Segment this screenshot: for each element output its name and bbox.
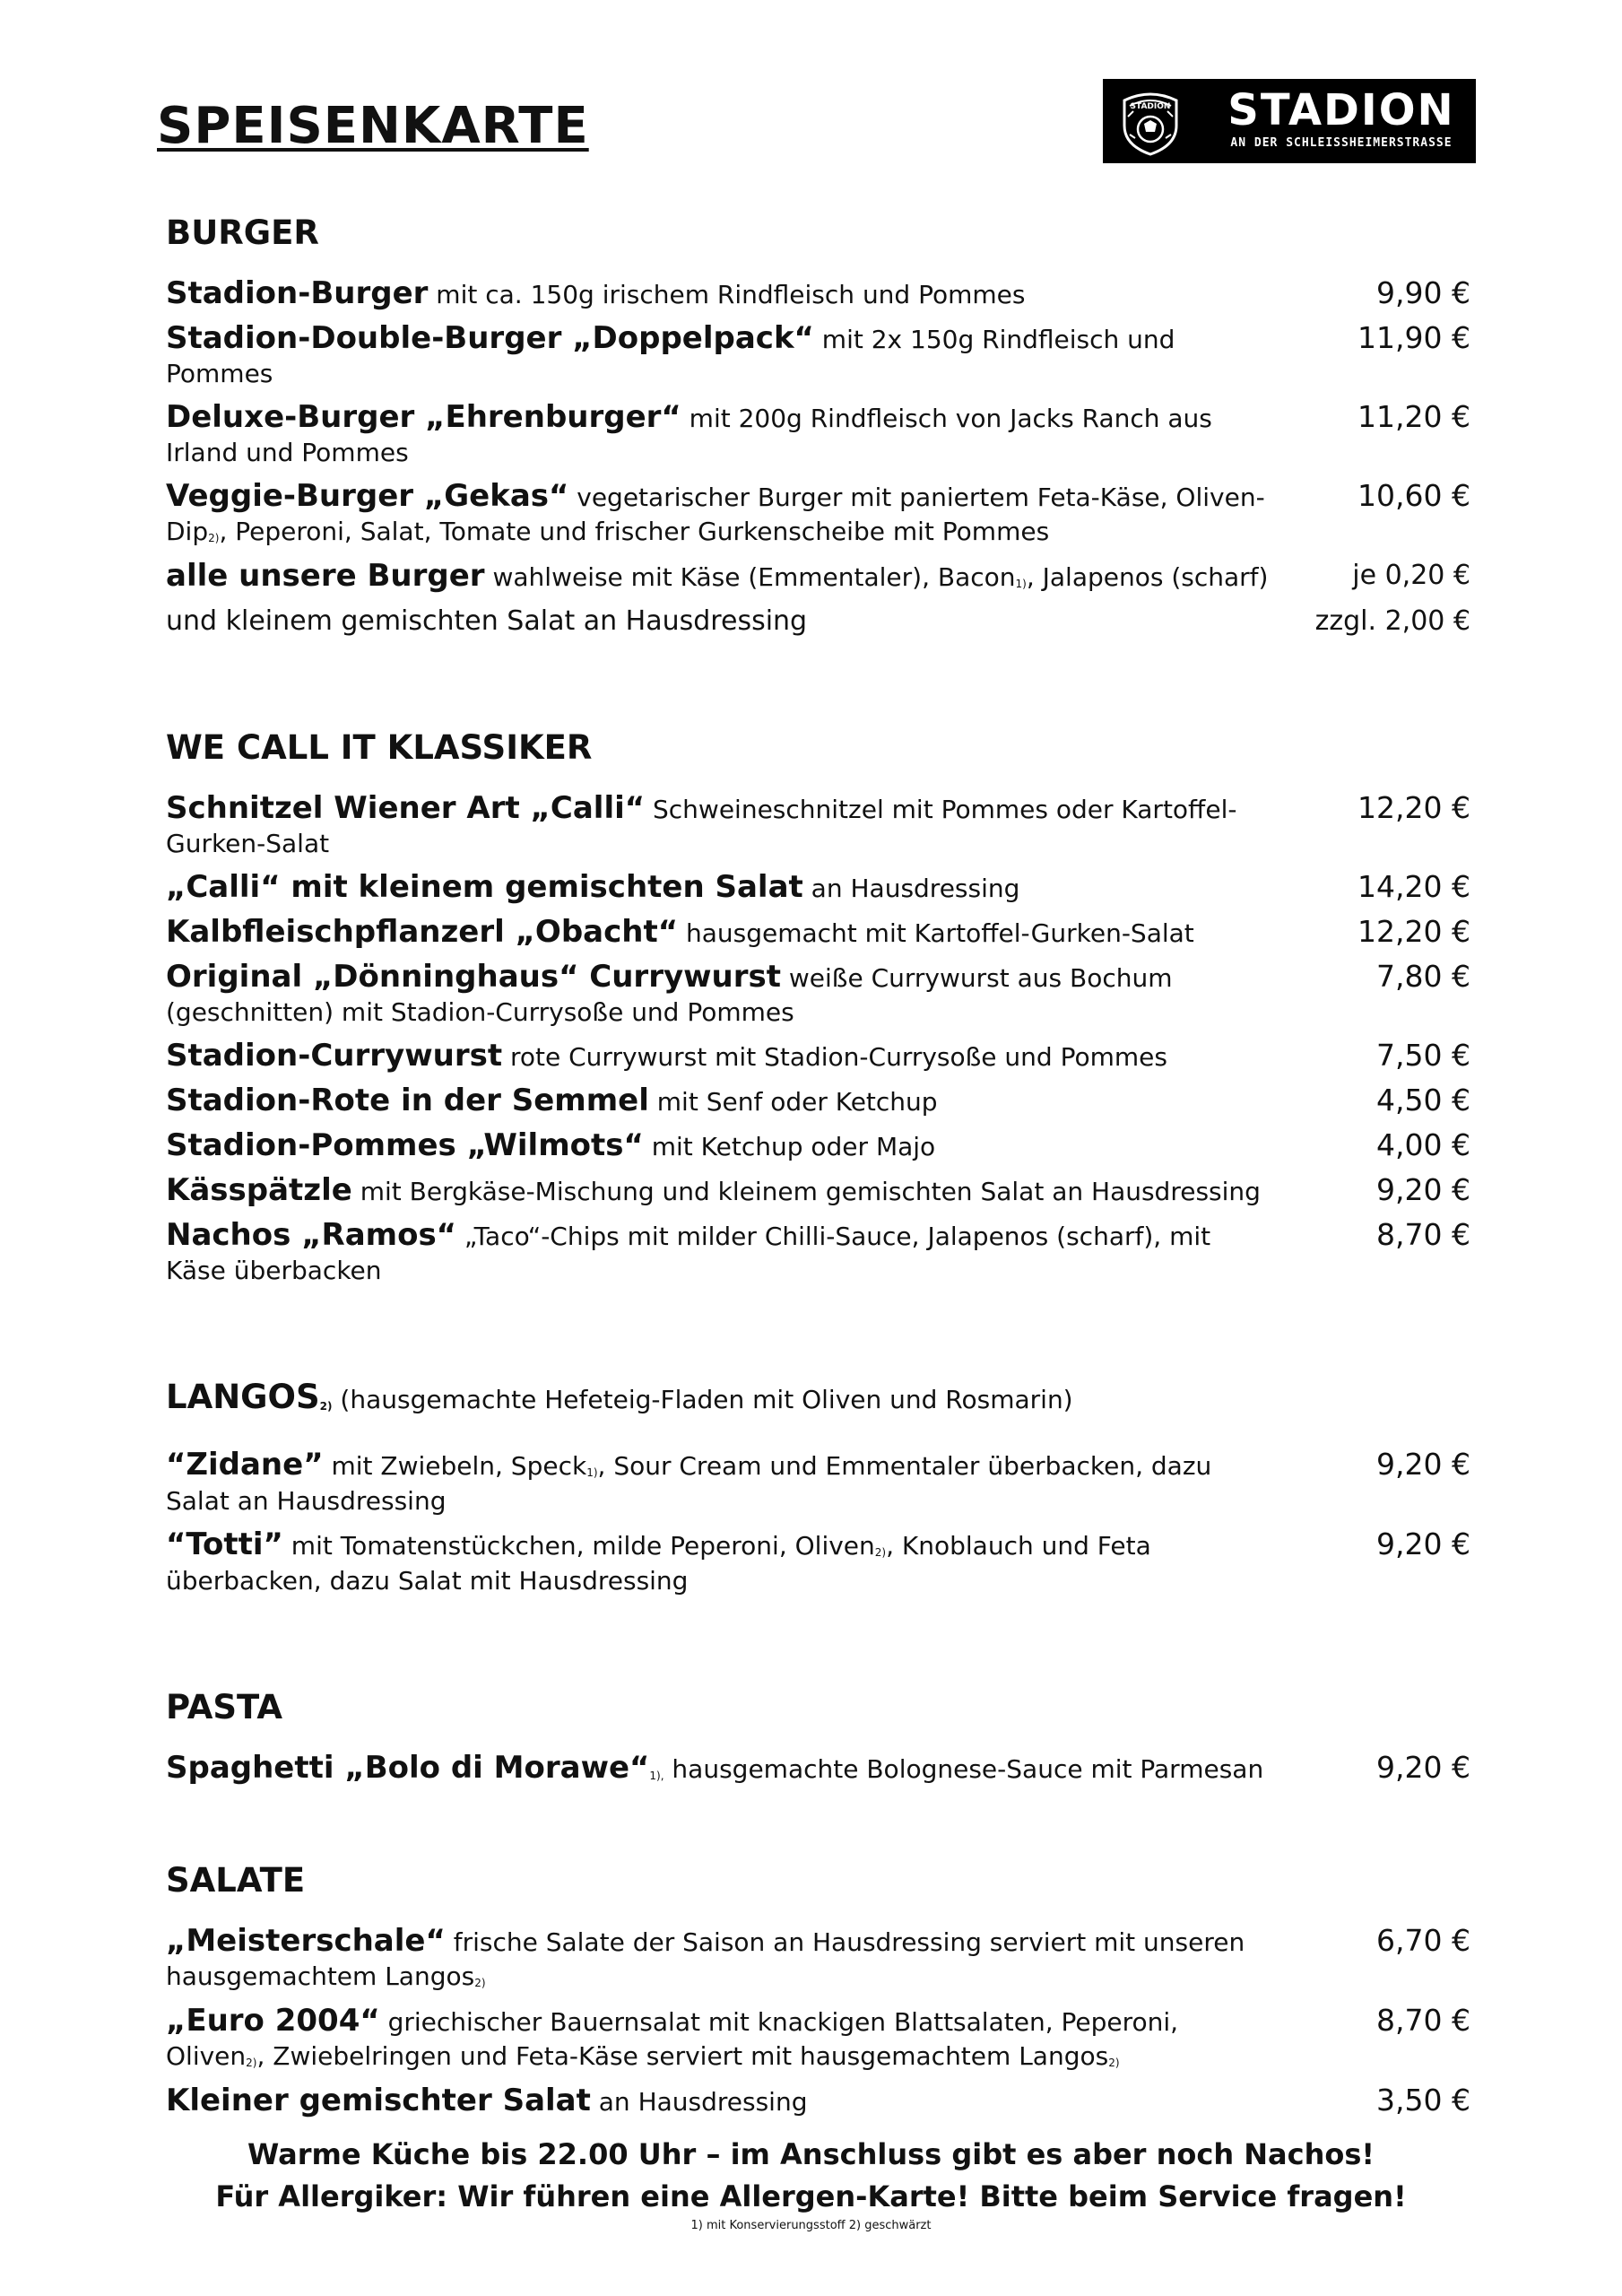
logo-subtitle: AN DER SCHLEISSHEIMERSTRASSE bbox=[1230, 136, 1453, 150]
item-price: 4,50 € bbox=[1376, 1083, 1470, 1118]
page-title: SPEISENKARTE bbox=[157, 97, 589, 155]
item-description: mit Ketchup oder Majo bbox=[643, 1132, 936, 1161]
footer bbox=[0, 2135, 1622, 2233]
item-description: mit Bergkäse-Mischung und kleinem gemischten Salat an Hausdressing bbox=[351, 1177, 1261, 1206]
footnote-marker: 2) bbox=[474, 1977, 486, 1989]
item-name: Stadion-Pommes „Wilmots“ bbox=[166, 1127, 644, 1163]
item-price: 11,20 € bbox=[1357, 399, 1470, 434]
item-description-cont: , Jalapenos (scharf) bbox=[1026, 562, 1269, 592]
item-price: 9,20 € bbox=[1376, 1750, 1470, 1785]
menu-item bbox=[166, 2005, 1475, 2076]
item-price: 9,20 € bbox=[1376, 1447, 1470, 1482]
footnote-marker: 2) bbox=[319, 1400, 333, 1413]
menu-item bbox=[166, 1127, 1475, 1166]
menu-item bbox=[166, 961, 1475, 1031]
item-description: an Hausdressing bbox=[802, 874, 1020, 903]
section-heading-note: (hausgemachte Hefeteig-Fladen mit Oliven und Rosmarin) bbox=[332, 1385, 1073, 1414]
item-description: an Hausdressing bbox=[590, 2087, 808, 2117]
item-name: Schnitzel Wiener Art „Calli“ bbox=[166, 790, 646, 826]
footnote-marker: 2) bbox=[208, 532, 220, 544]
item-description: weiße Currywurst aus Bochum (geschnitten) mit Stadion-Currysoße und Pommes bbox=[166, 963, 1173, 1027]
item-description: Schweineschnitzel mit Pommes oder Kartoffel-Gurken-Salat bbox=[166, 795, 1237, 858]
menu-item bbox=[166, 1923, 1475, 1996]
item-name: Stadion-Rote in der Semmel bbox=[166, 1083, 649, 1118]
section-heading bbox=[166, 1372, 1475, 1430]
item-price: 12,20 € bbox=[1357, 914, 1470, 949]
item-description-cont: , Sour Cream und Emmentaler überbacken, dazu Salat an Hausdressing bbox=[166, 1451, 1212, 1516]
menu-item bbox=[166, 2085, 1475, 2121]
section-heading: SALATE bbox=[166, 1861, 306, 1900]
item-price: 8,70 € bbox=[1376, 1217, 1470, 1252]
item-description: mit ca. 150g irischem Rindfleisch und Pommes bbox=[428, 280, 1026, 309]
item-description: mit Senf oder Ketchup bbox=[648, 1087, 938, 1117]
item-name: “Zidane” bbox=[166, 1447, 324, 1483]
menu-item bbox=[166, 275, 1475, 314]
item-name: „Meisterschale“ bbox=[166, 1923, 446, 1959]
svg-text:STADION: STADION bbox=[1130, 102, 1171, 111]
item-description: wahlweise mit Käse (Emmentaler), Bacon bbox=[484, 562, 1016, 592]
menu-item bbox=[166, 1172, 1475, 1211]
section-heading: BURGER bbox=[166, 213, 319, 252]
item-price: 9,20 € bbox=[1376, 1172, 1470, 1207]
footnote-marker: 2) bbox=[1108, 2057, 1120, 2069]
item-description: griechischer Bauernsalat mit knackigen Blattsalaten, Peperoni, Oliven bbox=[166, 2007, 1179, 2071]
item-name: Veggie-Burger „Gekas“ bbox=[166, 478, 569, 514]
item-description-cont: , Peperoni, Salat, Tomate und frischer Gurkenscheibe mit Pommes bbox=[219, 517, 1050, 546]
item-name: alle unsere Burger bbox=[166, 558, 485, 594]
item-price: zzgl. 2,00 € bbox=[1314, 605, 1470, 637]
item-price: 6,70 € bbox=[1376, 1923, 1470, 1958]
section-heading: PASTA bbox=[166, 1688, 283, 1726]
item-description: vegetarischer Burger mit paniertem Feta-Käse, Oliven-Dip bbox=[166, 483, 1265, 546]
footnote-marker: 2) bbox=[246, 2057, 257, 2069]
menu-item bbox=[166, 320, 1475, 393]
item-price: 8,70 € bbox=[1376, 2003, 1470, 2038]
item-price: 9,20 € bbox=[1376, 1526, 1470, 1561]
kitchen-hours-note: Warme Küche bis 22.00 Uhr – im Anschluss gibt es aber noch Nachos! bbox=[247, 2137, 1375, 2171]
footnote-marker: 2) bbox=[874, 1546, 887, 1559]
section-langos bbox=[166, 1372, 1475, 1600]
menu-item bbox=[166, 914, 1475, 952]
item-name: „Euro 2004“ bbox=[166, 2003, 380, 2039]
menu-item bbox=[166, 558, 1475, 597]
menu-item bbox=[166, 606, 1475, 640]
menu-item bbox=[166, 790, 1475, 863]
item-price: 9,90 € bbox=[1376, 275, 1470, 310]
item-description: hausgemacht mit Kartoffel-Gurken-Salat bbox=[678, 918, 1194, 948]
footnote-marker: 1) bbox=[586, 1466, 598, 1479]
item-name: Nachos „Ramos“ bbox=[166, 1217, 457, 1253]
item-name: Stadion-Double-Burger „Doppelpack“ bbox=[166, 320, 814, 356]
section-pasta bbox=[166, 1683, 1475, 1789]
menu-item bbox=[166, 1040, 1475, 1076]
item-name: Stadion-Burger bbox=[166, 275, 429, 311]
logo-name: STADION bbox=[1227, 85, 1455, 135]
item-name: “Totti” bbox=[166, 1526, 283, 1562]
item-description: frische Salate der Saison an Hausdressing serviert mit unseren hausgemachtem Langos bbox=[166, 1927, 1245, 1991]
menu-item bbox=[166, 1526, 1475, 1600]
item-name: Stadion-Currywurst bbox=[166, 1038, 503, 1074]
item-description: mit Tomatenstückchen, milde Peperoni, Oliven bbox=[282, 1531, 875, 1561]
footnote-legend: 1) mit Konservierungsstoff 2) geschwärzt bbox=[690, 2219, 932, 2232]
footnote-marker: 1) bbox=[1015, 578, 1027, 590]
menu-item bbox=[166, 1085, 1475, 1121]
item-description: mit Zwiebeln, Speck bbox=[323, 1451, 587, 1481]
item-description: rote Currywurst mit Stadion-Currysoße und Pommes bbox=[502, 1042, 1167, 1072]
section-heading-title: LANGOS bbox=[166, 1378, 320, 1416]
item-price: 11,90 € bbox=[1357, 320, 1470, 355]
item-price: 14,20 € bbox=[1357, 869, 1470, 904]
item-price: 7,50 € bbox=[1376, 1038, 1470, 1073]
item-description: „Taco“-Chips mit milder Chilli-Sauce, Jalapenos (scharf), mit Käse überbacken bbox=[166, 1222, 1211, 1285]
allergen-note: Für Allergiker: Wir führen eine Allergen-Karte! Bitte beim Service fragen! bbox=[215, 2179, 1407, 2213]
item-note: und kleinem gemischten Salat an Hausdressing bbox=[166, 605, 808, 637]
menu-item bbox=[166, 478, 1475, 552]
menu-item bbox=[166, 1217, 1475, 1290]
item-price: 7,80 € bbox=[1376, 959, 1470, 994]
stadion-crest-icon bbox=[1114, 84, 1187, 158]
item-description: mit 2x 150g Rindfleisch und Pommes bbox=[166, 325, 1175, 388]
menu-content bbox=[166, 208, 1475, 2187]
item-name: „Calli“ mit kleinem gemischten Salat bbox=[166, 869, 803, 905]
item-description: mit 200g Rindfleisch von Jacks Ranch aus Irland und Pommes bbox=[166, 404, 1212, 467]
section-heading: WE CALL IT KLASSIKER bbox=[166, 728, 593, 767]
item-name: Kleiner gemischter Salat bbox=[166, 2083, 591, 2118]
item-name: Original „Dönninghaus“ Currywurst bbox=[166, 959, 781, 995]
item-price: 12,20 € bbox=[1357, 790, 1470, 825]
item-price: 4,00 € bbox=[1376, 1127, 1470, 1162]
item-name: Kässpätzle bbox=[166, 1172, 352, 1208]
footnote-marker: 1), bbox=[649, 1770, 664, 1782]
item-price: je 0,20 € bbox=[1352, 560, 1470, 591]
menu-item bbox=[166, 1752, 1475, 1789]
item-price: 3,50 € bbox=[1376, 2083, 1470, 2118]
item-description-cont: , Knoblauch und Feta überbacken, dazu Salat mit Hausdressing bbox=[166, 1531, 1151, 1596]
section-burger bbox=[166, 208, 1475, 640]
item-description: hausgemachte Bolognese-Sauce mit Parmesan bbox=[664, 1754, 1264, 1784]
menu-item bbox=[166, 399, 1475, 472]
item-price: 10,60 € bbox=[1357, 478, 1470, 513]
section-klassiker bbox=[166, 723, 1475, 1290]
stadion-logo bbox=[1103, 79, 1476, 163]
menu-item bbox=[166, 1449, 1475, 1520]
item-description-cont: , Zwiebelringen und Feta-Käse serviert mit hausgemachtem Langos bbox=[256, 2041, 1109, 2071]
menu-item bbox=[166, 869, 1475, 908]
item-name: Spaghetti „Bolo di Morawe“ bbox=[166, 1750, 650, 1786]
item-name: Deluxe-Burger „Ehrenburger“ bbox=[166, 399, 681, 435]
section-salate bbox=[166, 1856, 1475, 2121]
item-name: Kalbfleischpflanzerl „Obacht“ bbox=[166, 914, 679, 950]
